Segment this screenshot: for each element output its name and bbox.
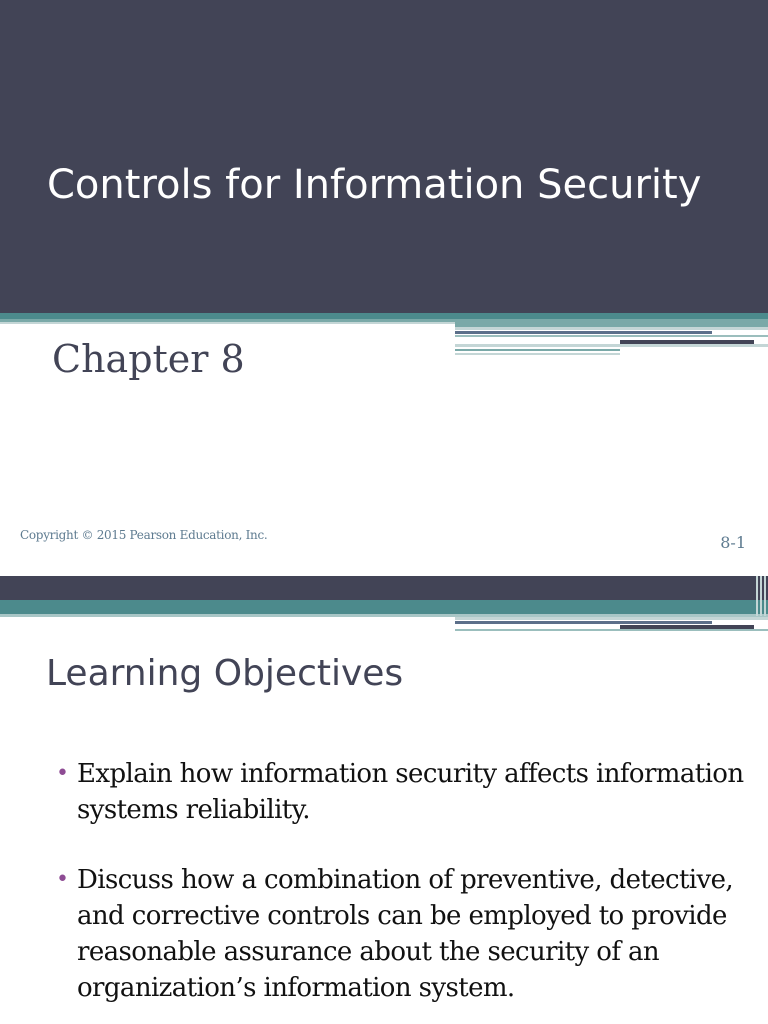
decorative-band xyxy=(0,322,455,324)
stripe xyxy=(455,353,620,355)
decorative-stripes xyxy=(455,322,768,356)
slide-title: Learning Objectives xyxy=(46,653,404,694)
list-item-text: Explain how information security affects information systems reliability. xyxy=(77,759,744,825)
header-band xyxy=(0,576,768,600)
list-item xyxy=(56,862,746,1006)
stripe xyxy=(455,331,712,334)
stripe xyxy=(455,349,620,351)
stripe xyxy=(455,621,712,624)
copyright-footer: Copyright © 2015 Pearson Education, Inc. xyxy=(20,528,268,542)
chapter-subtitle: Chapter 8 xyxy=(52,337,245,381)
stripe xyxy=(455,629,768,631)
decorative-band xyxy=(0,600,768,614)
decorative-vertical-lines xyxy=(754,576,768,616)
vertical-line xyxy=(760,576,762,616)
list-item-text: Discuss how a combination of preventive, detective, and corrective controls can be employed to provide reasonable assurance about the security of an organization’s information system. xyxy=(77,865,734,1003)
bullet-icon: • xyxy=(56,761,69,786)
objectives-list xyxy=(56,756,746,1024)
list-item xyxy=(56,756,746,828)
vertical-line xyxy=(756,576,758,616)
stripe xyxy=(455,335,768,337)
stripe xyxy=(455,344,768,347)
stripe xyxy=(455,327,768,330)
slide-2 xyxy=(0,576,768,1024)
page-number: 8-1 xyxy=(720,533,746,552)
stripe xyxy=(455,617,768,620)
slide-title: Controls for Information Security xyxy=(47,162,702,208)
vertical-line xyxy=(764,576,766,616)
bullet-icon: • xyxy=(56,867,69,892)
title-header-band xyxy=(0,0,768,313)
decorative-stripes xyxy=(455,614,768,632)
